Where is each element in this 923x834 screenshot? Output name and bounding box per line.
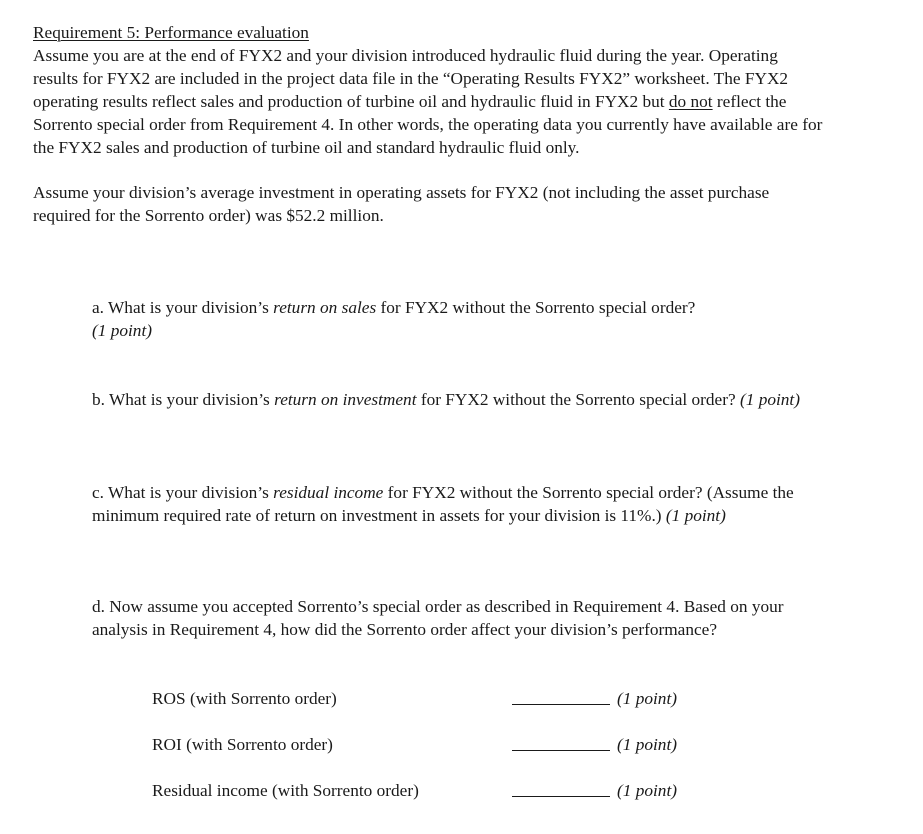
question-a-term: return on sales xyxy=(273,298,377,317)
answer-points-ros: (1 point) xyxy=(617,689,677,708)
section-heading: Requirement 5: Performance evaluation xyxy=(33,23,309,42)
question-c xyxy=(92,481,812,527)
intro-text-end: reflect the Sorrento special order from Requirement 4. In other words, the operating data you currently have available are for the FYX2 sales and production of turbine oil and standard hydraulic fluid only. xyxy=(33,92,823,157)
answer-row-residual-income xyxy=(152,779,712,802)
question-c-points: (1 point) xyxy=(665,506,726,525)
question-c-suffix: for FYX2 without the Sorrento special order? (Assume the minimum required rate of return on investment in assets for your division is 11%.) xyxy=(92,483,794,525)
investment-paragraph: Assume your division’s average investment in operating assets for FYX2 (not including the asset purchase required for the Sorrento order) was $52.2 million. xyxy=(33,183,770,225)
question-b-suffix: for FYX2 without the Sorrento special order? xyxy=(416,390,736,409)
intro-text-start: Assume you are at the end of FYX2 and your division introduced hydraulic fluid during the year. Operating results for FYX2 are included in the project data file in the “Operating Results FYX2” worksheet. The FYX2 operating results reflect sales and production of turbine oil and hydraulic fluid in FYX2 but xyxy=(33,46,789,111)
answer-blank-residual-income[interactable] xyxy=(512,796,610,797)
question-a-suffix: for FYX2 without the Sorrento special order? xyxy=(376,298,696,317)
answer-row-roi xyxy=(152,733,712,756)
answer-label-ros: ROS (with Sorrento order) xyxy=(152,689,337,708)
question-b-points: (1 point) xyxy=(739,390,800,409)
answer-label-residual-income: Residual income (with Sorrento order) xyxy=(152,781,419,800)
answer-label-roi: ROI (with Sorrento order) xyxy=(152,735,333,754)
intro-paragraph xyxy=(33,44,823,159)
question-b-term: return on investment xyxy=(274,390,417,409)
answer-blank-ros[interactable] xyxy=(512,704,610,705)
answer-row-ros xyxy=(152,687,712,710)
question-b-prefix: b. What is your division’s xyxy=(92,390,275,409)
question-c-term: residual income xyxy=(273,483,384,502)
question-a-points: (1 point) xyxy=(92,321,152,340)
question-a-prefix: a. What is your division’s xyxy=(92,298,274,317)
emphasis-do-not: do not xyxy=(668,92,713,111)
requirement-section xyxy=(33,21,823,227)
question-d: d. Now assume you accepted Sorrento’s special order as described in Requirement 4. Based on your analysis in Requirement 4, how did the Sorrento order affect your division’s performance? xyxy=(92,597,784,639)
paragraph-spacer xyxy=(33,159,823,181)
answer-points-roi: (1 point) xyxy=(617,735,677,754)
question-b xyxy=(92,388,812,411)
question-c-prefix: c. What is your division’s xyxy=(92,483,274,502)
question-a xyxy=(92,296,812,342)
answer-blank-roi[interactable] xyxy=(512,750,610,751)
answer-points-residual-income: (1 point) xyxy=(617,781,677,800)
